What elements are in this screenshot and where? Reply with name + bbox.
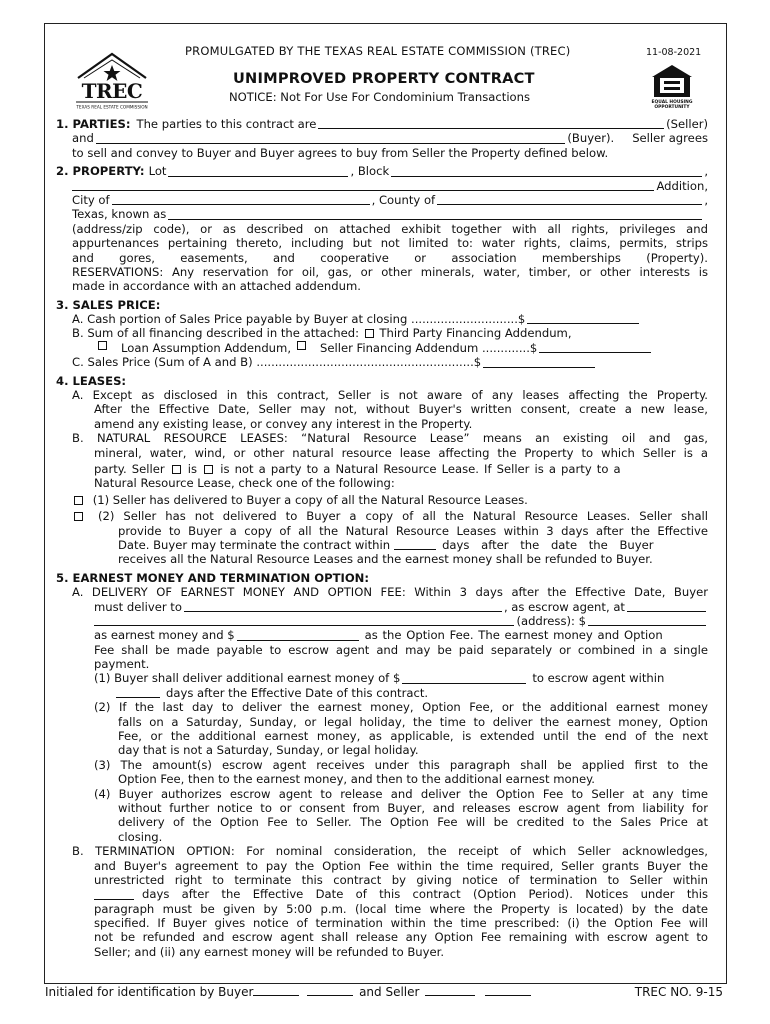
leases-b-text: mineral, water, wind, or other natural resource lease affecting the Property to which Seller is a [94,445,708,460]
nrl-option-1 [56,491,708,507]
section-sales-price: 3. SALES PRICE: [56,297,161,312]
sales-price-a [56,312,708,326]
earnest-amount-field[interactable] [588,614,706,626]
days-after-label: days after the date the Buyer [442,537,654,552]
addition-line [56,179,708,193]
comma: , [704,192,708,207]
additional-earnest-label: (1) Buyer shall deliver additional earnest money of $ [94,671,401,686]
nrl-option-2-text: receives all the Natural Resource Leases and the earnest money shall be refunded to Buyer. [118,552,653,567]
loan-assumption-label: Loan Assumption Addendum, [121,340,292,355]
earnest-item-3: Option Fee, then to the earnest money, and then to the additional earnest money. [118,772,595,787]
county-label: , County of [371,192,436,207]
leases-b-text: Natural Resource Lease, check one of the following: [94,476,395,491]
financing-label: B. Sum of all financing described in the attached: [72,326,360,341]
parties-text: The parties to this contract are [136,117,317,131]
nrl-delivered-checkbox[interactable] [74,496,83,505]
escrow-address-line [56,614,708,628]
escrow-address-field-2[interactable] [94,614,514,626]
earnest-item-4: closing. [118,829,163,844]
trec-logo-icon [72,52,152,110]
leases-a-text: After the Effective Date, Seller may not, without Buyer's written consent, create a new lease, [94,402,708,417]
property-text: appurtenances pertaining thereto, including but not limited to: water rights, claims, permits, strips [72,236,708,251]
addition-label: Addition, [656,178,708,193]
earnest-money-label: as earnest money and $ [94,628,235,643]
svg-text:EQUAL HOUSING: EQUAL HOUSING [651,100,693,105]
svg-text:OPPORTUNITY: OPPORTUNITY [654,105,690,109]
sales-price-b1 [56,326,708,340]
seller-is-party-checkbox[interactable] [172,465,181,474]
and-label: and [72,131,94,146]
option-fee-line [56,628,708,642]
earnest-a-text: A. DELIVERY OF EARNEST MONEY AND OPTION FEE: Within 3 days after the Effective Date, Buyer [72,585,708,600]
termination-option-text: Seller; and (ii) any earnest money will be refunded to Buyer. [94,944,445,959]
known-as-label: Texas, known as [72,207,167,222]
termination-option-text: B. TERMINATION OPTION: For nominal consideration, the receipt of which Seller acknowledges, [72,844,708,859]
additional-earnest-line [56,671,708,685]
svg-text:TEXAS REAL ESTATE COMMISSION: TEXAS REAL ESTATE COMMISSION [76,104,148,110]
known-as-field[interactable] [168,207,702,219]
earnest-item-4: (4) Buyer authorizes escrow agent to release and deliver the Option Fee to Seller at any time [94,786,708,801]
terminate-within-label: Date. Buyer may terminate the contract within [118,537,391,552]
lot-label: Lot [148,164,167,179]
buyer-initial-2-field[interactable] [307,985,353,996]
nrl-option-2-text: provide to Buyer a copy of all the Natural Resource Leases within 3 days after the Effective [118,523,708,538]
city-label: City of [72,192,110,207]
escrow-agent-label: , as escrow agent, at [503,599,625,614]
termination-option-text: not be refunded and escrow agent shall release any Option Fee remaining with escrow agent to [94,930,708,945]
comma: , [704,164,708,179]
loan-assumption-checkbox[interactable] [98,341,107,350]
is-label: is [187,461,198,476]
property-text: and gores, easements, and cooperative or association memberships (Property). [72,250,708,265]
seller-label: (Seller) [666,117,708,131]
sales-price-total-field[interactable] [483,355,595,367]
addition-field[interactable] [72,179,654,191]
days-after-effective-label: days after the Effective Date of this contract. [166,685,429,700]
additional-days-field[interactable] [116,686,160,698]
leases-a-text: A. Except as disclosed in this contract, Seller is not aware of any leases affecting the Property. [72,388,708,403]
parties-line-2 [56,131,708,145]
termination-option-text: specified. If Buyer gives notice of termination within the time prescribed: (i) the Option Fee will [94,916,708,931]
nrl-days-field[interactable] [394,538,436,550]
seller-initial-1-field[interactable] [425,985,475,996]
termination-option-text: paragraph must be given by 5:00 p.m. (local time where the Property is located) by the date [94,901,708,916]
earnest-item-4: delivery of the Option Fee to Seller. The Option Fee will be credited to the Sales Price at [118,815,708,830]
seller-agrees-text: Seller agrees [632,131,708,146]
option-period-days-field[interactable] [94,887,134,899]
initialed-label: Initialed for identification by Buyer [45,985,254,999]
section-earnest-money: 5. EARNEST MONEY AND TERMINATION OPTION: [56,570,370,585]
termination-option-text: unrestricted right to terminate this contract by giving notice of termination to Seller within [94,872,708,887]
termination-option-text: and Buyer's agreement to pay the Option Fee within the time required, Seller grants Buyer the [94,858,708,873]
option-period-line [56,887,708,901]
is-not-party-text: is not a party to a Natural Resource Lease. If Seller is a party to a [220,461,621,476]
section-number: 1. PARTIES: [56,117,131,131]
third-party-financing-checkbox[interactable] [365,329,374,338]
cash-portion-label: A. Cash portion of Sales Price payable by Buyer at closing .............................$ [72,312,526,327]
form-date: 11-08-2021 [646,47,702,58]
seller-initial-2-field[interactable] [485,985,531,996]
earnest-item-3: (3) The amount(s) escrow agent receives under this paragraph shall be applied first to the [94,757,708,772]
to-escrow-label: to escrow agent within [532,671,665,686]
section-leases: 4. LEASES: [56,373,127,388]
county-field[interactable] [437,193,702,205]
address-label: (address): $ [516,613,586,628]
nrl-option-2-days [56,538,708,552]
reservations-text: RESERVATIONS: Any reservation for oil, gas, or other minerals, water, timber, or other interests is [72,264,708,279]
leases-b-text: B. NATURAL RESOURCE LEASES: “Natural Resource Lease” means an existing oil and gas, [72,431,708,446]
earnest-a-text: payment. [94,657,150,672]
nrl-delivered-label: (1) Seller has delivered to Buyer a copy of all the Natural Resource Leases. [92,492,528,507]
earnest-item-2: (2) If the last day to deliver the earnest money, Option Fee, or the additional earnest money [94,700,708,715]
known-as-line [56,207,708,221]
escrow-address-field[interactable] [627,600,706,612]
parties-line-3: to sell and convey to Buyer and Buyer agrees to buy from Seller the Property defined below. [72,145,609,160]
escrow-agent-field[interactable] [184,600,502,612]
additional-earnest-field[interactable] [402,671,526,683]
seller-name-field[interactable] [318,117,664,129]
sales-price-c [56,355,708,369]
option-fee-label: as the Option Fee. The earnest money and Option [364,628,663,643]
earnest-item-2: day that is not a Saturday, Sunday, or legal holiday. [118,743,419,758]
earnest-item-2: Fee, or the additional earnest money, as applicable, is extended until the end of the next [118,729,708,744]
sales-price-total-label: C. Sales Price (Sum of A and B) ...........................................................$ [72,355,482,370]
sales-price-b2 [56,341,708,355]
seller-financing-label: Seller Financing Addendum .............$ [320,340,538,355]
escrow-agent-line [56,600,708,614]
property-text: (address/zip code), or as described on attached exhibit together with all rights, privileges and [72,221,708,236]
section-parties [56,117,708,131]
block-label: , Block [350,164,390,179]
lot-field[interactable] [168,164,348,176]
financing-amount-field[interactable] [539,341,651,353]
earnest-a-text: Fee shall be made payable to escrow agent and may be paid separately or combined in a single [94,642,708,657]
form-title: UNIMPROVED PROPERTY CONTRACT [233,70,535,87]
nrl-not-delivered-checkbox[interactable] [74,512,83,521]
earnest-item-2: falls on a Saturday, Sunday, or legal holiday, the time to deliver the earnest money, Option [118,714,708,729]
seller-is-not-party-checkbox[interactable] [204,465,213,474]
nrl-not-delivered-label: (2) Seller has not delivered to Buyer a copy of all the Natural Resource Leases. Seller shall [98,509,708,524]
form-number: TREC NO. 9-15 [634,985,723,999]
section-property: 2. PROPERTY: Lot , Block , [56,164,708,179]
option-fee-field[interactable] [237,628,359,640]
reservations-text: made in accordance with an attached addendum. [72,279,361,294]
svg-text:TREC: TREC [81,79,143,103]
earnest-item-4: without further notice to or consent from Buyer, and releases escrow agent from liability for [118,800,708,815]
form-notice: NOTICE: Not For Use For Condominium Transactions [229,90,531,104]
and-seller-label: and Seller [359,985,420,999]
city-field[interactable] [112,193,370,205]
party-label: party. Seller [94,461,165,476]
cash-portion-field[interactable] [527,312,639,324]
block-field[interactable] [391,164,702,176]
buyer-label: (Buyer). [567,131,615,146]
third-party-financing-label: Third Party Financing Addendum, [379,326,572,341]
leases-b-party [56,460,708,476]
leases-a-text: amend any existing lease, or convey any interest in the Property. [94,416,473,431]
footer [45,985,727,999]
deliver-to-label: must deliver to [94,599,182,614]
nrl-option-2 [56,507,708,523]
city-county-line [56,193,708,207]
buyer-initial-1-field[interactable] [253,985,299,996]
contract-body [56,117,708,959]
equal-housing-icon [645,63,699,109]
additional-days-line [56,686,708,700]
buyer-name-field[interactable] [96,131,566,143]
promulgated-line: PROMULGATED BY THE TEXAS REAL ESTATE COMMISSION (TREC) [185,44,571,58]
option-period-label: days after the Effective Date of this contract (Option Period). Notices under this [142,887,708,902]
seller-financing-checkbox[interactable] [297,341,306,350]
